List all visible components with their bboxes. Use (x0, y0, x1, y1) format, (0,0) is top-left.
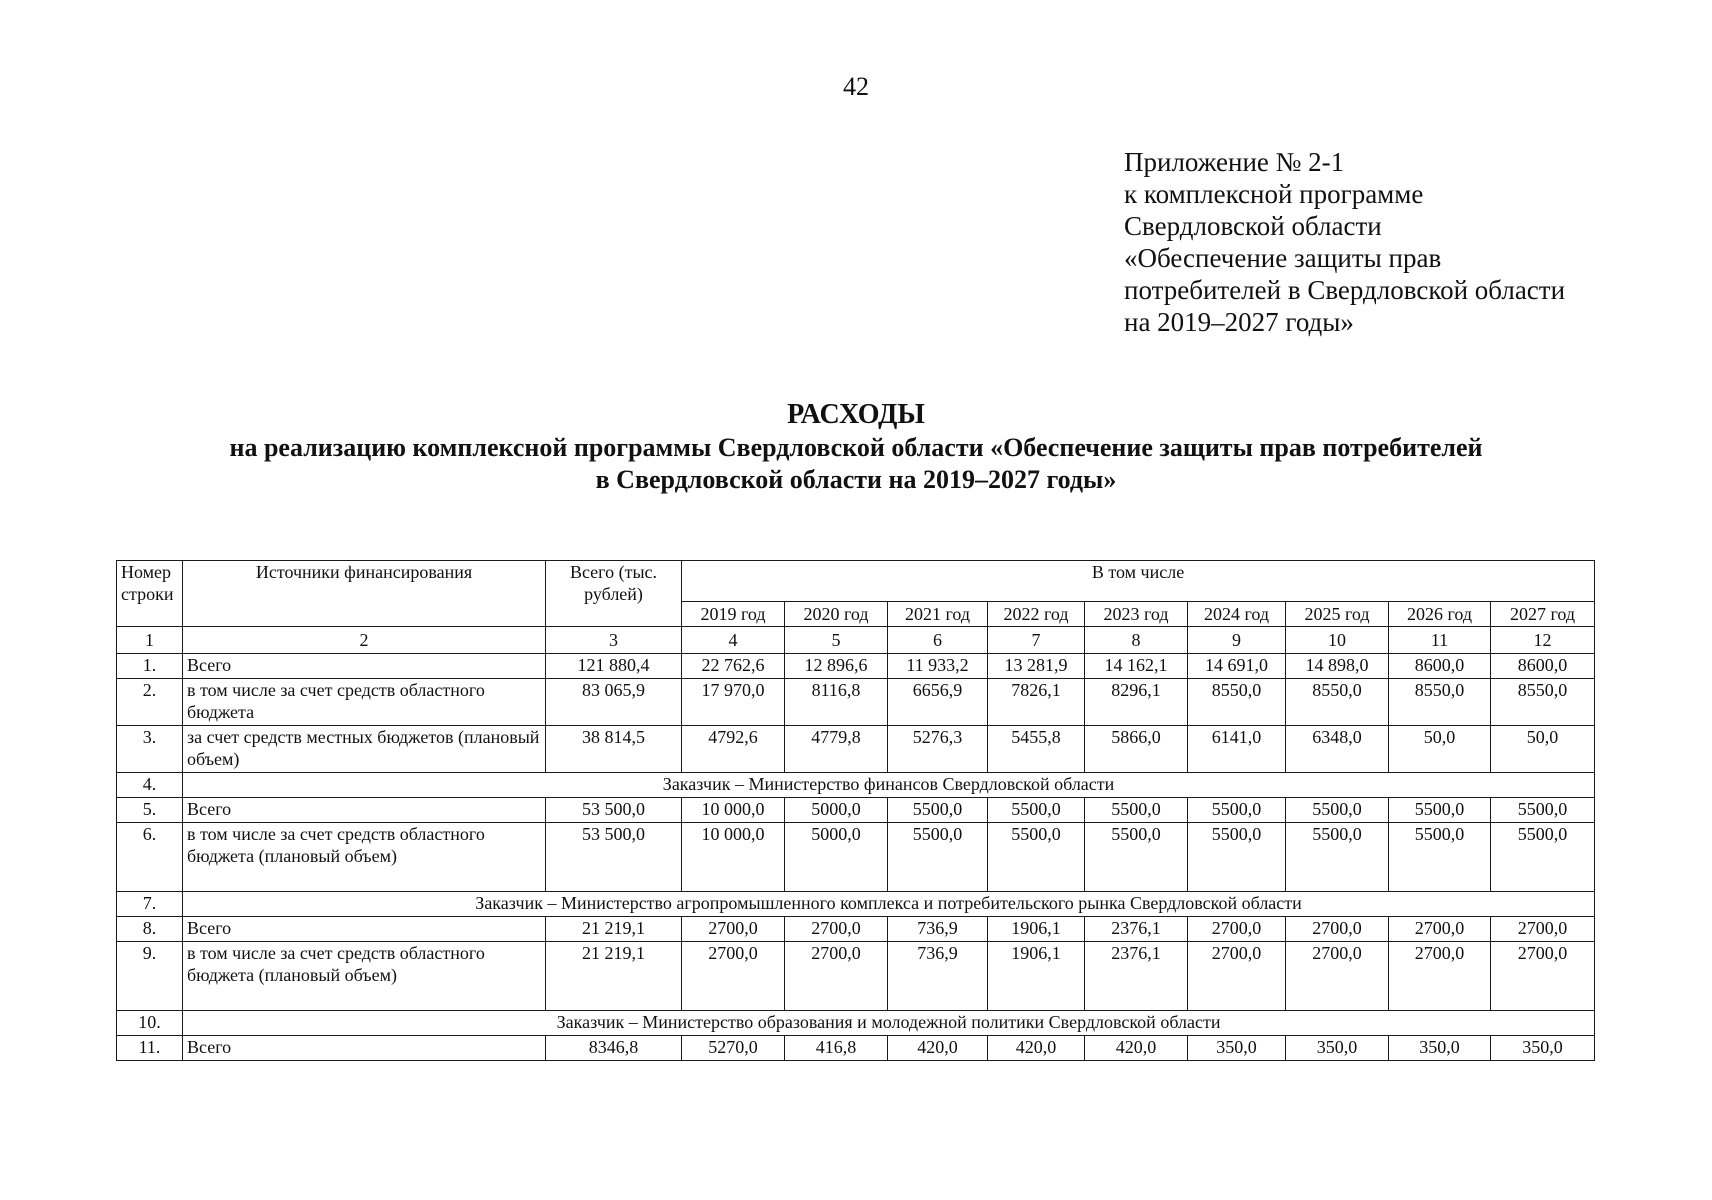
year-value-cell: 8550,0 (1491, 679, 1595, 726)
appendix-line: к комплексной программе (1124, 179, 1424, 209)
year-value-cell: 5500,0 (1491, 798, 1595, 823)
source-cell: за счет средств местных бюджетов (плановый объем) (183, 726, 546, 773)
year-value-cell: 1906,1 (988, 917, 1085, 942)
row-number: 2. (117, 679, 183, 726)
year-value-cell: 8116,8 (785, 679, 888, 726)
year-value-cell: 2700,0 (1389, 917, 1491, 942)
source-cell: в том числе за счет средств областного бюджета (плановый объем) (183, 823, 546, 892)
page-number: 42 (843, 72, 869, 101)
year-value-cell: 5000,0 (785, 823, 888, 892)
year-value-cell: 736,9 (888, 942, 988, 1011)
year-value-cell: 6348,0 (1286, 726, 1389, 773)
year-value-cell: 350,0 (1389, 1036, 1491, 1061)
year-value-cell: 416,8 (785, 1036, 888, 1061)
year-value-cell: 2376,1 (1085, 942, 1188, 1011)
year-value-cell: 350,0 (1286, 1036, 1389, 1061)
table-row (117, 1036, 1595, 1061)
year-value-cell: 14 898,0 (1286, 654, 1389, 679)
year-value-cell: 5500,0 (1286, 823, 1389, 892)
total-cell: 53 500,0 (546, 823, 682, 892)
year-value-cell: 5500,0 (988, 798, 1085, 823)
year-value-cell: 12 896,6 (785, 654, 888, 679)
year-value-cell: 1906,1 (988, 942, 1085, 1011)
year-value-cell: 420,0 (1085, 1036, 1188, 1061)
year-value-cell: 2700,0 (682, 917, 785, 942)
row-number: 10. (117, 1011, 183, 1036)
year-value-cell: 5500,0 (1085, 798, 1188, 823)
total-cell: 83 065,9 (546, 679, 682, 726)
year-value-cell: 5500,0 (1389, 798, 1491, 823)
year-value-cell: 6141,0 (1188, 726, 1286, 773)
header-year: 2025 год (1286, 602, 1389, 627)
table-row (117, 917, 1595, 942)
column-number: 5 (785, 627, 888, 654)
customer-name: Заказчик – Министерство финансов Свердловской области (183, 773, 1595, 798)
header-year: 2022 год (988, 602, 1085, 627)
header-year: 2024 год (1188, 602, 1286, 627)
column-number: 2 (183, 627, 546, 654)
row-number: 9. (117, 942, 183, 1011)
column-number: 1 (117, 627, 183, 654)
row-number: 7. (117, 892, 183, 917)
header-total: Всего (тыс. рублей) (546, 561, 682, 627)
table-row (117, 726, 1595, 773)
year-value-cell: 736,9 (888, 917, 988, 942)
column-number: 10 (1286, 627, 1389, 654)
year-value-cell: 11 933,2 (888, 654, 988, 679)
year-value-cell: 8600,0 (1491, 654, 1595, 679)
year-value-cell: 5500,0 (988, 823, 1085, 892)
year-value-cell: 2700,0 (785, 942, 888, 1011)
year-value-cell: 5455,8 (988, 726, 1085, 773)
table-row (117, 654, 1595, 679)
year-value-cell: 6656,9 (888, 679, 988, 726)
appendix-line: «Обеспечение защиты прав (1124, 243, 1442, 273)
row-number: 1. (117, 654, 183, 679)
table-row (117, 823, 1595, 892)
year-value-cell: 4792,6 (682, 726, 785, 773)
column-number: 11 (1389, 627, 1491, 654)
year-value-cell: 8600,0 (1389, 654, 1491, 679)
source-cell: Всего (183, 798, 546, 823)
table-row (117, 798, 1595, 823)
source-cell: в том числе за счет средств областного бюджета (183, 679, 546, 726)
year-value-cell: 5270,0 (682, 1036, 785, 1061)
header-sources: Источники финансирования (183, 561, 546, 627)
header-year: 2021 год (888, 602, 988, 627)
header-year: 2023 год (1085, 602, 1188, 627)
total-cell: 53 500,0 (546, 798, 682, 823)
column-number: 9 (1188, 627, 1286, 654)
column-number: 6 (888, 627, 988, 654)
appendix-line: Свердловской области (1124, 211, 1382, 241)
year-value-cell: 8296,1 (1085, 679, 1188, 726)
year-value-cell: 10 000,0 (682, 798, 785, 823)
year-value-cell: 2376,1 (1085, 917, 1188, 942)
customer-name: Заказчик – Министерство образования и молодежной политики Свердловской области (183, 1011, 1595, 1036)
customer-row (117, 892, 1595, 917)
year-value-cell: 2700,0 (1188, 917, 1286, 942)
year-value-cell: 5276,3 (888, 726, 988, 773)
year-value-cell: 50,0 (1491, 726, 1595, 773)
year-value-cell: 5500,0 (1286, 798, 1389, 823)
total-cell: 21 219,1 (546, 942, 682, 1011)
customer-name: Заказчик – Министерство агропромышленного комплекса и потребительского рынка Свердловской области (183, 892, 1595, 917)
source-cell: Всего (183, 654, 546, 679)
year-value-cell: 5500,0 (1188, 798, 1286, 823)
year-value-cell: 17 970,0 (682, 679, 785, 726)
column-number: 7 (988, 627, 1085, 654)
column-number: 8 (1085, 627, 1188, 654)
row-number: 5. (117, 798, 183, 823)
year-value-cell: 420,0 (988, 1036, 1085, 1061)
year-value-cell: 2700,0 (1491, 942, 1595, 1011)
document-title (0, 398, 1712, 496)
appendix-line: на 2019–2027 годы» (1124, 307, 1354, 337)
header-including: В том числе (682, 561, 1595, 602)
year-value-cell: 420,0 (888, 1036, 988, 1061)
year-value-cell: 8550,0 (1286, 679, 1389, 726)
year-value-cell: 22 762,6 (682, 654, 785, 679)
year-value-cell: 350,0 (1188, 1036, 1286, 1061)
year-value-cell: 2700,0 (1389, 942, 1491, 1011)
table-body (117, 561, 1595, 1061)
row-number: 4. (117, 773, 183, 798)
year-value-cell: 5500,0 (888, 823, 988, 892)
appendix-line: Приложение № 2-1 (1124, 147, 1345, 177)
year-value-cell: 8550,0 (1188, 679, 1286, 726)
year-value-cell: 2700,0 (1491, 917, 1595, 942)
year-value-cell: 5500,0 (1188, 823, 1286, 892)
title-line-2: на реализацию комплексной программы Свердловской области «Обеспечение защиты прав потребителей (229, 433, 1483, 462)
year-value-cell: 5500,0 (1085, 823, 1188, 892)
total-cell: 38 814,5 (546, 726, 682, 773)
year-value-cell: 14 162,1 (1085, 654, 1188, 679)
year-value-cell: 14 691,0 (1188, 654, 1286, 679)
title-line-3: в Свердловской области на 2019–2027 годы» (595, 465, 1117, 494)
appendix-line: потребителей в Свердловской области (1124, 275, 1566, 305)
year-value-cell: 4779,8 (785, 726, 888, 773)
column-number: 4 (682, 627, 785, 654)
header-row (117, 561, 1595, 602)
title-line-1: РАСХОДЫ (787, 399, 925, 430)
row-number: 8. (117, 917, 183, 942)
appendix-block (1124, 146, 1565, 338)
year-value-cell: 5500,0 (1389, 823, 1491, 892)
year-value-cell: 5866,0 (1085, 726, 1188, 773)
year-value-cell: 5000,0 (785, 798, 888, 823)
header-year: 2020 год (785, 602, 888, 627)
header-year: 2019 год (682, 602, 785, 627)
customer-row (117, 1011, 1595, 1036)
year-value-cell: 7826,1 (988, 679, 1085, 726)
column-number: 3 (546, 627, 682, 654)
year-value-cell: 50,0 (1389, 726, 1491, 773)
row-number: 3. (117, 726, 183, 773)
year-value-cell: 350,0 (1491, 1036, 1595, 1061)
source-cell: Всего (183, 917, 546, 942)
header-year: 2026 год (1389, 602, 1491, 627)
total-cell: 8346,8 (546, 1036, 682, 1061)
column-number: 12 (1491, 627, 1595, 654)
table-row (117, 679, 1595, 726)
year-value-cell: 10 000,0 (682, 823, 785, 892)
total-cell: 21 219,1 (546, 917, 682, 942)
table-row (117, 942, 1595, 1011)
source-cell: Всего (183, 1036, 546, 1061)
expenses-table (116, 560, 1595, 1061)
year-value-cell: 2700,0 (1286, 942, 1389, 1011)
year-value-cell: 13 281,9 (988, 654, 1085, 679)
year-value-cell: 2700,0 (785, 917, 888, 942)
year-value-cell: 2700,0 (1188, 942, 1286, 1011)
row-number: 6. (117, 823, 183, 892)
year-value-cell: 8550,0 (1389, 679, 1491, 726)
year-value-cell: 2700,0 (682, 942, 785, 1011)
year-value-cell: 5500,0 (888, 798, 988, 823)
header-year: 2027 год (1491, 602, 1595, 627)
source-cell: в том числе за счет средств областного бюджета (плановый объем) (183, 942, 546, 1011)
year-value-cell: 2700,0 (1286, 917, 1389, 942)
customer-row (117, 773, 1595, 798)
year-value-cell: 5500,0 (1491, 823, 1595, 892)
header-row-number: Номер строки (117, 561, 183, 627)
row-number: 11. (117, 1036, 183, 1061)
total-cell: 121 880,4 (546, 654, 682, 679)
column-number-row (117, 627, 1595, 654)
